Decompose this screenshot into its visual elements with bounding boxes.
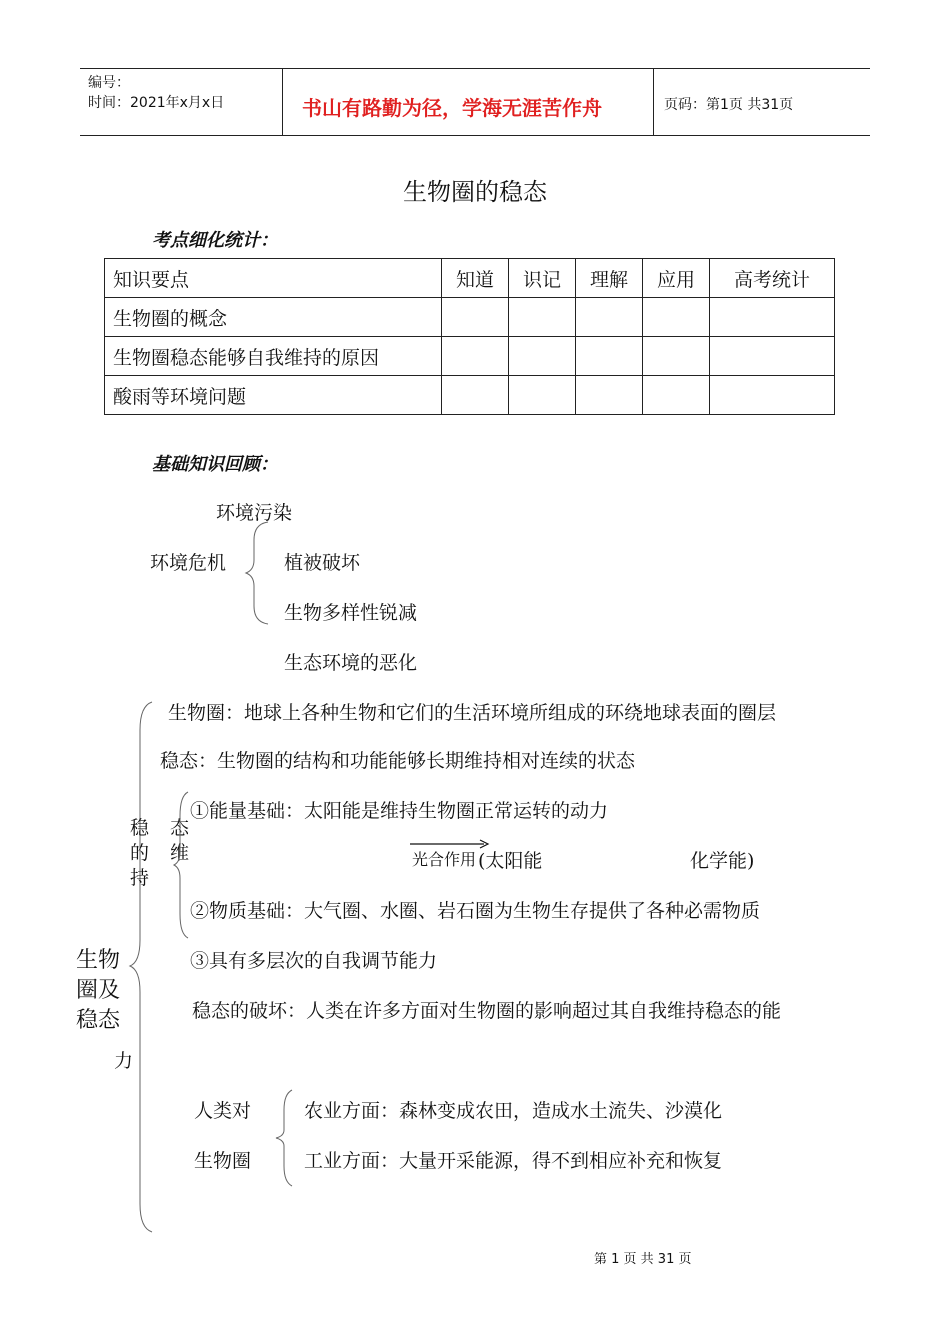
maintain-regulation: ③具有多层次的自我调节能力: [190, 950, 438, 972]
impact-agriculture: 农业方面：森林变成农田，造成水土流失、沙漠化: [304, 1100, 723, 1122]
table-cell-topic: 生物圈的概念: [105, 298, 442, 337]
photosynthesis-arrow-label: 光合作用: [412, 850, 477, 869]
section-heading-stats: 考点细化统计：: [152, 230, 278, 251]
energy-result: 化学能): [690, 850, 755, 872]
header-number-label: 编号：: [88, 75, 130, 91]
header-page-info: 页码：第1页 共31页: [664, 97, 794, 113]
maintain-brace: [170, 790, 192, 940]
table-row: [105, 298, 835, 337]
homeostasis-damage: 稳态的破坏：人类在许多方面对生物圈的影响超过其自我维持稳态的能: [192, 1000, 782, 1022]
main-label-trailing: 力: [114, 1050, 134, 1072]
main-label-line3: 稳态: [76, 1008, 121, 1033]
main-label-line1: 生物: [76, 948, 121, 973]
table-row: [105, 337, 835, 376]
maintain-label-col1: 稳 的 持: [130, 817, 150, 889]
table-header-cell: 应用: [643, 259, 710, 298]
energy-source: (太阳能: [478, 850, 543, 872]
table-header-cell: 理解: [576, 259, 643, 298]
main-brace: [128, 700, 158, 1234]
page-title: 生物圈的稳态: [403, 178, 547, 206]
header-top-rule: [80, 68, 870, 69]
table-cell-topic: 酸雨等环境问题: [105, 376, 442, 415]
page-footer: 第 1 页 共 31 页: [594, 1252, 692, 1267]
definition-homeostasis: 稳态：生物圈的结构和功能能够长期维持相对连续的状态: [160, 750, 636, 772]
crisis-item-ecology: 生态环境的恶化: [284, 652, 418, 674]
table-header-cell: 知识要点: [105, 259, 442, 298]
table-header-cell: 高考统计: [710, 259, 835, 298]
main-label: [76, 946, 120, 1036]
maintain-label-col2: 态 维: [170, 817, 190, 864]
section-heading-review: 基础知识回顾：: [152, 454, 278, 475]
human-impact-brace: [272, 1088, 296, 1188]
impact-industry: 工业方面：大量开采能源，得不到相应补充和恢复: [304, 1150, 723, 1172]
crisis-brace: [244, 520, 274, 626]
crisis-item-biodiversity: 生物多样性锐减: [284, 602, 418, 624]
crisis-item-vegetation: 植被破坏: [284, 552, 361, 574]
definition-biosphere: 生物圈：地球上各种生物和它们的生活环境所组成的环绕地球表面的圈层: [168, 702, 777, 724]
knowledge-table: [104, 258, 835, 415]
maintain-matter: ②物质基础：大气圈、水圈、岩石圈为生物生存提供了各种必需物质: [190, 900, 761, 922]
main-label-line2: 圈及: [76, 978, 121, 1003]
table-header-cell: 识记: [509, 259, 576, 298]
human-impact-label-2: 生物圈: [194, 1150, 252, 1172]
maintain-energy: ①能量基础：太阳能是维持生物圈正常运转的动力: [190, 800, 609, 822]
crisis-label: 环境危机: [150, 552, 227, 574]
header-time-label: 时间：2021年x月x日: [88, 95, 225, 111]
header-bottom-rule: [80, 135, 870, 136]
table-header-row: [105, 259, 835, 298]
crisis-item-pollution: 环境污染: [216, 502, 293, 524]
header-divider-right: [653, 68, 654, 136]
table-cell-topic: 生物圈稳态能够自我维持的原因: [105, 337, 442, 376]
table-row: [105, 376, 835, 415]
header-motto: 书山有路勤为径，学海无涯苦作舟: [302, 96, 602, 120]
human-impact-label-1: 人类对: [194, 1100, 252, 1122]
header-divider-left: [282, 68, 283, 136]
table-header-cell: 知道: [442, 259, 509, 298]
